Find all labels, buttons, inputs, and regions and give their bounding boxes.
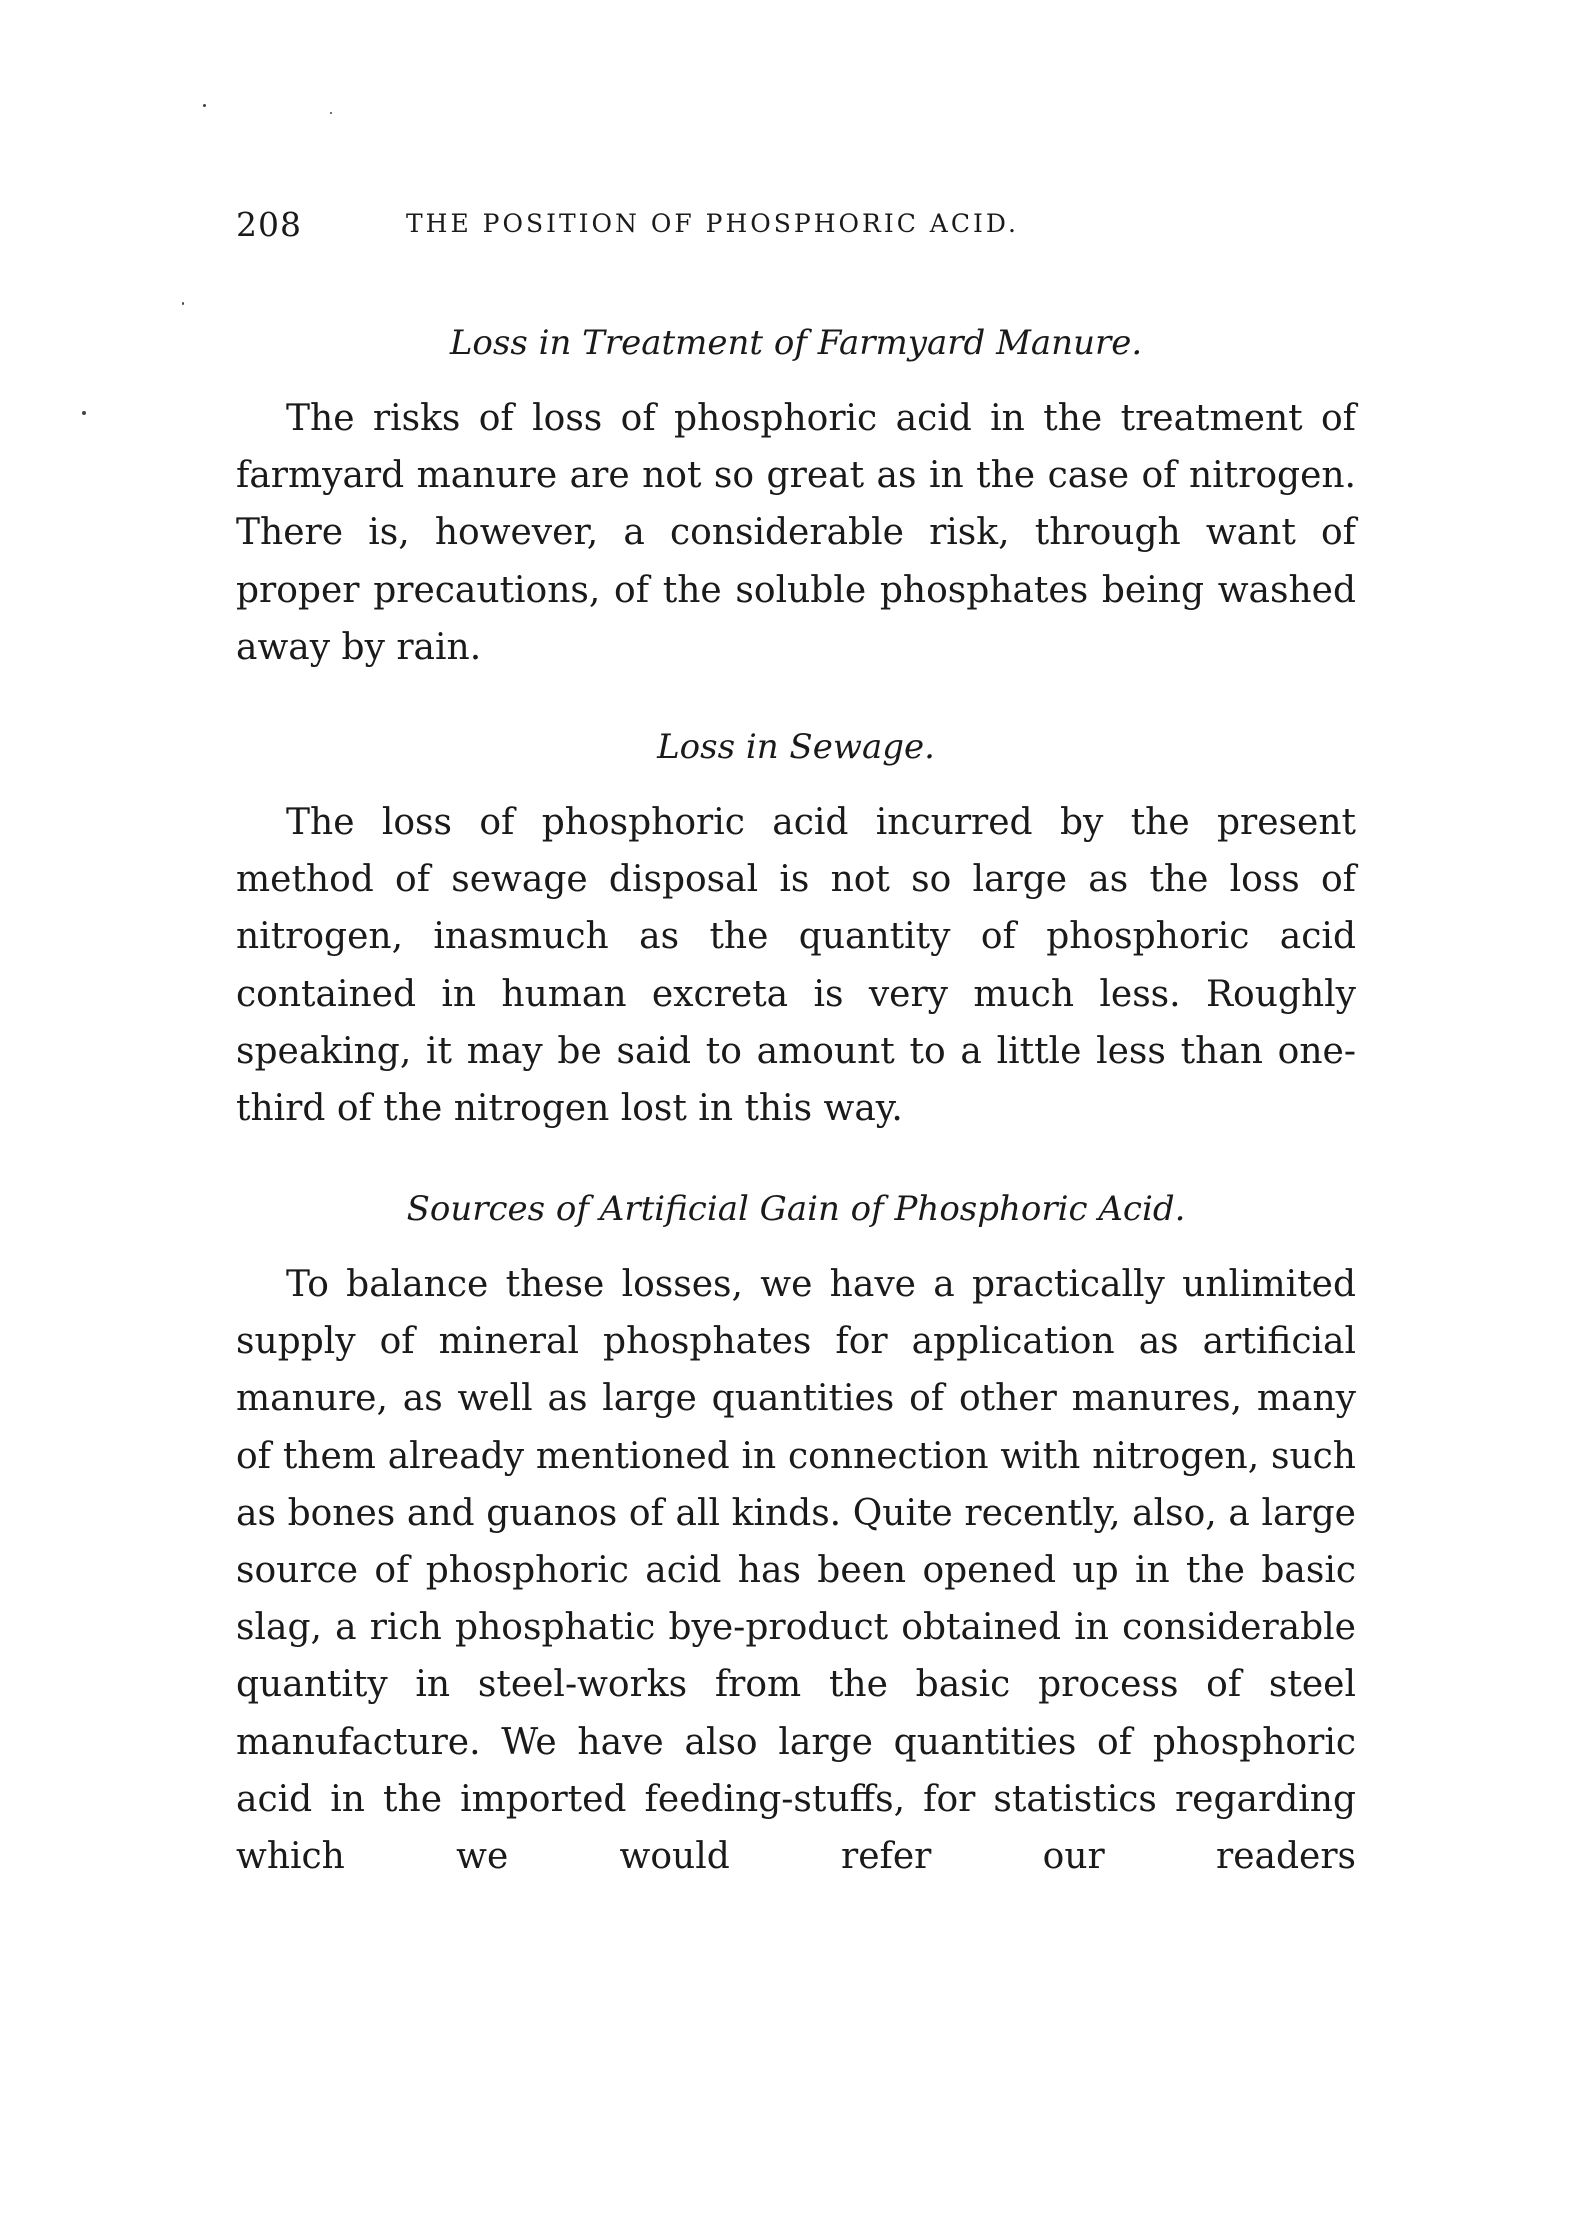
section-artificial-gain bbox=[236, 1180, 1356, 1885]
section-farmyard-manure bbox=[236, 314, 1356, 676]
scan-speck bbox=[203, 104, 206, 107]
section-heading: Loss in Treatment of Farmyard Manure. bbox=[449, 323, 1143, 363]
section-paragraph: The risks of loss of phosphoric acid in the treatment of farmyard manure are not so great as in the case of nitrogen. There is, however, a considerable risk, through want of proper precautions, of the soluble phosphates being washed away by rain. bbox=[236, 398, 1356, 668]
section-paragraph: The loss of phosphoric acid incurred by the present method of sewage disposal is not so large as the loss of nitrogen, inasmuch as the quantity of phosphoric acid contained in human excreta is very much less. Roughly speaking, it may be said to amount to a little less than one-third of the nitrogen lost in this way. bbox=[236, 802, 1356, 1130]
section-sewage bbox=[236, 718, 1356, 1137]
scan-speck bbox=[330, 112, 332, 114]
section-heading: Sources of Artificial Gain of Phosphoric Acid. bbox=[406, 1189, 1186, 1229]
section-paragraph: To balance these losses, we have a practically unlimited supply of mineral phosphates for application as artificial manure, as well as large quantities of other manures, many of them already mentioned in connection with nitrogen, such as bones and guanos of all kinds. Quite recently, also, a large source of phosphoric acid has been opened up in the basic slag, a rich phosphatic bye-product obtained in considerable quantity in steel-works from the basic process of steel manufacture. We have also large quantities of phosphoric acid in the imported feeding-stuffs, for statistics regarding which we would refer our readers bbox=[236, 1264, 1356, 1878]
page-header bbox=[236, 205, 1356, 255]
scan-speck bbox=[182, 302, 184, 305]
page-number: 208 bbox=[236, 205, 302, 244]
section-heading: Loss in Sewage. bbox=[657, 727, 935, 767]
scan-speck bbox=[82, 411, 86, 415]
running-head: THE POSITION OF PHOSPHORIC ACID. bbox=[406, 209, 1019, 238]
